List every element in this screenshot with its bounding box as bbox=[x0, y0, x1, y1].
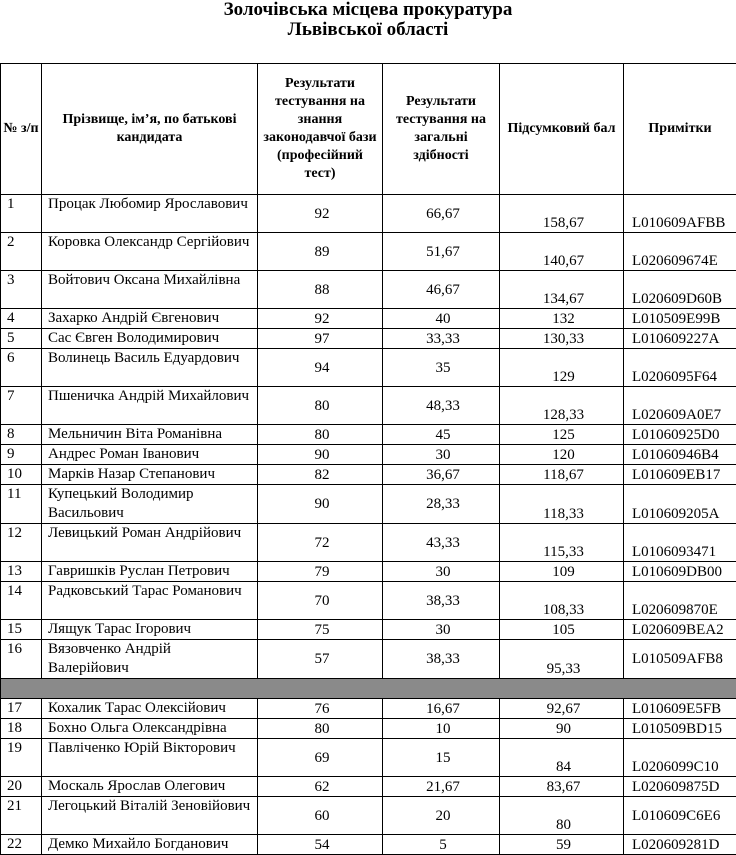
note-code: L010609E5FB bbox=[624, 699, 736, 719]
candidate-name: Вязовченко Андрій Валерійович bbox=[42, 640, 258, 679]
note-code: L010609205A bbox=[624, 485, 736, 524]
candidate-name: Пшеничка Андрій Михайлович bbox=[42, 387, 258, 425]
col-header-name: Прізвище, ім’я, по батькові кандидата bbox=[42, 64, 258, 195]
note-code: L01060946B4 bbox=[624, 445, 736, 465]
candidate-name: Войтович Оксана Михайлівна bbox=[42, 271, 258, 309]
candidate-name: Кохалик Тарас Олексійович bbox=[42, 699, 258, 719]
row-number: 4 bbox=[1, 309, 42, 329]
table-row bbox=[1, 797, 736, 835]
note-code: L010509AFB8 bbox=[624, 640, 736, 679]
row-number: 19 bbox=[1, 739, 42, 777]
score-general-ability: 5 bbox=[383, 835, 500, 855]
score-professional-test: 76 bbox=[258, 699, 383, 719]
col-header-total: Підсумковий бал bbox=[500, 64, 624, 195]
total-score: 130,33 bbox=[500, 329, 624, 349]
table-row bbox=[1, 233, 736, 271]
total-score: 108,33 bbox=[500, 582, 624, 620]
row-number: 18 bbox=[1, 719, 42, 739]
table-row bbox=[1, 582, 736, 620]
table-row bbox=[1, 835, 736, 855]
row-number: 17 bbox=[1, 699, 42, 719]
col-header-test1: Результати тестування на знання законодавчої бази (професійний тест) bbox=[258, 64, 383, 195]
row-number: 11 bbox=[1, 485, 42, 524]
candidate-name: Гавришків Руслан Петрович bbox=[42, 562, 258, 582]
total-score: 120 bbox=[500, 445, 624, 465]
score-professional-test: 79 bbox=[258, 562, 383, 582]
score-professional-test: 92 bbox=[258, 195, 383, 233]
score-general-ability: 48,33 bbox=[383, 387, 500, 425]
table-row bbox=[1, 387, 736, 425]
total-score: 128,33 bbox=[500, 387, 624, 425]
note-code: L020609674E bbox=[624, 233, 736, 271]
score-general-ability: 30 bbox=[383, 562, 500, 582]
table-row bbox=[1, 425, 736, 445]
row-number: 16 bbox=[1, 640, 42, 679]
score-general-ability: 46,67 bbox=[383, 271, 500, 309]
candidate-name: Купецький Володимир Васильович bbox=[42, 485, 258, 524]
total-score: 80 bbox=[500, 797, 624, 835]
row-number: 7 bbox=[1, 387, 42, 425]
table-row bbox=[1, 640, 736, 679]
table-body-top bbox=[1, 195, 736, 679]
score-general-ability: 45 bbox=[383, 425, 500, 445]
note-code: L0106093471 bbox=[624, 524, 736, 562]
score-general-ability: 43,33 bbox=[383, 524, 500, 562]
total-score: 109 bbox=[500, 562, 624, 582]
note-code: L010609AFBB bbox=[624, 195, 736, 233]
row-number: 20 bbox=[1, 777, 42, 797]
candidate-name: Радковський Тарас Романович bbox=[42, 582, 258, 620]
score-general-ability: 20 bbox=[383, 797, 500, 835]
total-score: 118,67 bbox=[500, 465, 624, 485]
total-score: 84 bbox=[500, 739, 624, 777]
candidate-name: Процак Любомир Ярославович bbox=[42, 195, 258, 233]
score-professional-test: 60 bbox=[258, 797, 383, 835]
candidate-name: Лящук Тарас Ігорович bbox=[42, 620, 258, 640]
total-score: 158,67 bbox=[500, 195, 624, 233]
candidate-name: Бохно Ольга Олександрівна bbox=[42, 719, 258, 739]
note-code: L010609DB00 bbox=[624, 562, 736, 582]
score-professional-test: 90 bbox=[258, 445, 383, 465]
score-professional-test: 82 bbox=[258, 465, 383, 485]
candidate-name: Захарко Андрій Євгенович bbox=[42, 309, 258, 329]
total-score: 59 bbox=[500, 835, 624, 855]
total-score: 118,33 bbox=[500, 485, 624, 524]
score-general-ability: 10 bbox=[383, 719, 500, 739]
table-row bbox=[1, 562, 736, 582]
row-number: 3 bbox=[1, 271, 42, 309]
score-general-ability: 28,33 bbox=[383, 485, 500, 524]
table-row bbox=[1, 465, 736, 485]
col-header-notes: Примітки bbox=[624, 64, 736, 195]
total-score: 92,67 bbox=[500, 699, 624, 719]
total-score: 134,67 bbox=[500, 271, 624, 309]
score-general-ability: 36,67 bbox=[383, 465, 500, 485]
table-row bbox=[1, 445, 736, 465]
row-number: 21 bbox=[1, 797, 42, 835]
candidate-name: Сас Євген Володимирович bbox=[42, 329, 258, 349]
table-row bbox=[1, 777, 736, 797]
score-general-ability: 66,67 bbox=[383, 195, 500, 233]
score-professional-test: 70 bbox=[258, 582, 383, 620]
total-score: 132 bbox=[500, 309, 624, 329]
total-score: 115,33 bbox=[500, 524, 624, 562]
score-general-ability: 16,67 bbox=[383, 699, 500, 719]
table-row bbox=[1, 195, 736, 233]
row-number: 13 bbox=[1, 562, 42, 582]
note-code: L010509BD15 bbox=[624, 719, 736, 739]
table-row bbox=[1, 329, 736, 349]
score-general-ability: 51,67 bbox=[383, 233, 500, 271]
row-number: 9 bbox=[1, 445, 42, 465]
candidate-name: Москаль Ярослав Олегович bbox=[42, 777, 258, 797]
total-score: 83,67 bbox=[500, 777, 624, 797]
note-code: L010609C6E6 bbox=[624, 797, 736, 835]
row-number: 1 bbox=[1, 195, 42, 233]
score-professional-test: 97 bbox=[258, 329, 383, 349]
note-code: L020609281D bbox=[624, 835, 736, 855]
row-number: 2 bbox=[1, 233, 42, 271]
page-title: Золочівська місцева прокуратура bbox=[0, 0, 736, 20]
row-number: 12 bbox=[1, 524, 42, 562]
results-table bbox=[0, 63, 736, 855]
score-professional-test: 94 bbox=[258, 349, 383, 387]
score-professional-test: 75 bbox=[258, 620, 383, 640]
total-score: 129 bbox=[500, 349, 624, 387]
table-separator bbox=[1, 679, 736, 699]
total-score: 140,67 bbox=[500, 233, 624, 271]
table-row bbox=[1, 719, 736, 739]
row-number: 22 bbox=[1, 835, 42, 855]
note-code: L010609227A bbox=[624, 329, 736, 349]
table-row bbox=[1, 485, 736, 524]
candidate-name: Мельничин Віта Романівна bbox=[42, 425, 258, 445]
table-row bbox=[1, 620, 736, 640]
row-number: 8 bbox=[1, 425, 42, 445]
score-professional-test: 62 bbox=[258, 777, 383, 797]
score-general-ability: 21,67 bbox=[383, 777, 500, 797]
score-professional-test: 80 bbox=[258, 719, 383, 739]
table-row bbox=[1, 739, 736, 777]
table-body-bottom bbox=[1, 699, 736, 855]
col-header-num: № з/п bbox=[1, 64, 42, 195]
score-general-ability: 33,33 bbox=[383, 329, 500, 349]
score-professional-test: 80 bbox=[258, 387, 383, 425]
table-row bbox=[1, 349, 736, 387]
score-general-ability: 40 bbox=[383, 309, 500, 329]
candidate-name: Волинець Василь Едуардович bbox=[42, 349, 258, 387]
score-professional-test: 88 bbox=[258, 271, 383, 309]
note-code: L0206095F64 bbox=[624, 349, 736, 387]
row-number: 5 bbox=[1, 329, 42, 349]
score-professional-test: 92 bbox=[258, 309, 383, 329]
score-professional-test: 80 bbox=[258, 425, 383, 445]
note-code: L010609EB17 bbox=[624, 465, 736, 485]
total-score: 95,33 bbox=[500, 640, 624, 679]
total-score: 125 bbox=[500, 425, 624, 445]
row-number: 15 bbox=[1, 620, 42, 640]
score-general-ability: 30 bbox=[383, 620, 500, 640]
candidate-name: Андрес Роман Іванович bbox=[42, 445, 258, 465]
score-general-ability: 38,33 bbox=[383, 640, 500, 679]
separator-row bbox=[1, 679, 736, 699]
note-code: L020609870E bbox=[624, 582, 736, 620]
page-subtitle: Львівської області bbox=[0, 20, 736, 40]
note-code: L020609D60B bbox=[624, 271, 736, 309]
score-general-ability: 15 bbox=[383, 739, 500, 777]
score-general-ability: 38,33 bbox=[383, 582, 500, 620]
table-row bbox=[1, 524, 736, 562]
note-code: L020609A0E7 bbox=[624, 387, 736, 425]
score-professional-test: 69 bbox=[258, 739, 383, 777]
candidate-name: Павліченко Юрій Вікторович bbox=[42, 739, 258, 777]
note-code: L0206099C10 bbox=[624, 739, 736, 777]
score-professional-test: 57 bbox=[258, 640, 383, 679]
candidate-name: Легоцький Віталій Зеновійович bbox=[42, 797, 258, 835]
note-code: L020609875D bbox=[624, 777, 736, 797]
row-number: 6 bbox=[1, 349, 42, 387]
score-general-ability: 30 bbox=[383, 445, 500, 465]
candidate-name: Демко Михайло Богданович bbox=[42, 835, 258, 855]
candidate-name: Левицький Роман Андрійович bbox=[42, 524, 258, 562]
total-score: 90 bbox=[500, 719, 624, 739]
score-general-ability: 35 bbox=[383, 349, 500, 387]
score-professional-test: 72 bbox=[258, 524, 383, 562]
note-code: L010509E99B bbox=[624, 309, 736, 329]
row-number: 10 bbox=[1, 465, 42, 485]
note-code: L020609BEA2 bbox=[624, 620, 736, 640]
score-professional-test: 90 bbox=[258, 485, 383, 524]
row-number: 14 bbox=[1, 582, 42, 620]
table-row bbox=[1, 271, 736, 309]
table-row bbox=[1, 309, 736, 329]
candidate-name: Коровка Олександр Сергійович bbox=[42, 233, 258, 271]
note-code: L01060925D0 bbox=[624, 425, 736, 445]
col-header-test2: Результати тестування на загальні здібності bbox=[383, 64, 500, 195]
score-professional-test: 54 bbox=[258, 835, 383, 855]
total-score: 105 bbox=[500, 620, 624, 640]
score-professional-test: 89 bbox=[258, 233, 383, 271]
candidate-name: Марків Назар Степанович bbox=[42, 465, 258, 485]
table-row bbox=[1, 699, 736, 719]
